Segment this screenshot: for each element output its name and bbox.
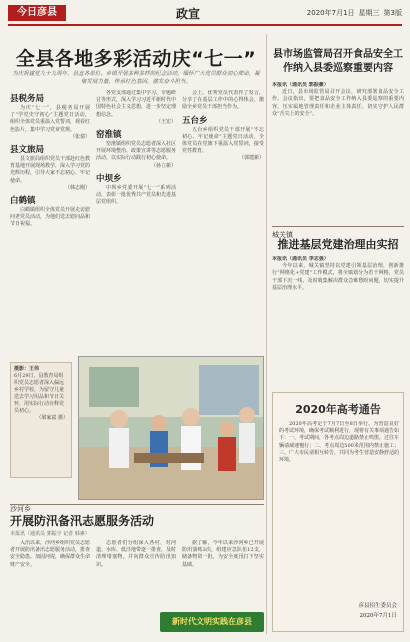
bottom-story-byline: 本报讯（通讯员 郭振宇 记者 韩素） — [10, 531, 90, 537]
column-divider — [266, 34, 267, 634]
right-story-2-text: 今年以来，城关镇坚持以党建引领基层治理，创新推行“网格化+党建”工作模式，将全镇划分为若干网格，党员干部下沉一线，及时收集解决群众急难愁盼问题，切实提升基层治理水平。 — [272, 263, 404, 291]
exam-notice-date: 2020年7月1日 — [359, 613, 397, 619]
section-title: 政宣 — [176, 7, 201, 21]
right-story-2-byline: 本报讯（通讯员 李志强） — [272, 256, 329, 262]
right-story-1-headline: 县市场监管局召开食品安全工作纳入县委巡察重要内容 — [273, 49, 403, 74]
right-story-1-text: 近日，县市场监管局召开会议，研究部署食品安全工作。会议指出，要把食品安全工作纳入县委巡察的重要内容，压实属地管理责任和企业主体责任，切实守护人民群众“舌尖上的安全”。 — [272, 89, 404, 117]
sub-headline: 县税务局 — [10, 94, 45, 104]
bottom-story-kicker: 沙河乡 — [10, 505, 31, 513]
byline: （张倩） — [69, 133, 90, 140]
section-separator — [10, 504, 264, 505]
sub-headline: 白鹤镇 — [10, 196, 36, 207]
lead-headline: 全县各地多彩活动庆“七一” — [15, 48, 257, 70]
byline: （韩志刚） — [64, 184, 90, 191]
lead-column-3 — [182, 90, 264, 310]
issue-weekday: 星期三 — [358, 9, 380, 17]
issue-date: 2020年7月1日 — [306, 9, 355, 17]
paragraph: 县文旅局组织党员干部赴红色教育基地开展现场教学，深入学习党的光辉历程，引导大家不忘初心、牢记使命。 — [10, 156, 90, 184]
lead-column-2 — [96, 90, 176, 352]
paragraph: 各党支部通过集中学习、专题研讨等形式，深入学习习近平新时代中国特色社会主义思想，进一步坚定理想信念。 — [96, 90, 176, 118]
photo-caption-text: 6月29日，县教育局组织党员志愿者深入偏远乡村学校，为留守儿童送去学习用品和节日关怀，用实际行动诠释党员初心。 — [14, 373, 65, 414]
paragraph: 五台乡组织党员干部开展“不忘初心、牢记使命”主题党日活动，全体党员在党旗下重温入党誓词，接受党性教育。 — [182, 126, 264, 155]
sub-headline: 县文旅局 — [10, 145, 45, 156]
right-story-2-kicker: 城关镇 — [272, 231, 293, 239]
lead-column-1 — [10, 90, 90, 352]
bottom-story-text-3: 据了解，今年以来沙河乡已开展防汛演练3次，组建应急队伍12支，储备物资一批，为安全度汛打下坚实基础。 — [182, 540, 264, 568]
photo-illustration — [79, 357, 264, 500]
sub-headline: 中坝乡 — [96, 173, 122, 184]
bottom-story-headline: 开展防汛备汛志愿服务活动 — [10, 514, 155, 528]
photo-caption-byline: （梁家富 摄） — [36, 415, 68, 421]
paragraph: 中坝乡党委开展“七一”系列活动，表彰一批优秀共产党员和先进基层党组织。 — [96, 184, 176, 206]
bottom-story-column-1 — [10, 540, 90, 634]
paragraph: 会上，优秀党员代表作了发言，分享了在基层工作中的心得体会，激励全乡党员干部担当作为。 — [182, 90, 264, 111]
civilization-banner: 新时代文明实践在彦县 — [160, 612, 264, 632]
right-story-1-byline: 本报讯（通讯员 郭振豪） — [272, 82, 329, 88]
exam-notice-text: 2020年高考定于7月7日至8日举行。为营造良好的考试环境，确保考试顺利进行，现将有关事项通告如下：一、考试期间，各考点周边道路禁止鸣笛，过往车辆请减速慢行；二、考点周边500米范围内禁止施工；三、广大市民请相互转告，共同为考生营造安静舒适的环境。 — [279, 421, 399, 464]
byline: （王宏） — [155, 118, 176, 125]
bottom-story-text-2: 志愿者们分组深入各村，对河道、水库、低洼地带逐一排查，及时清理堵塞物，并向群众宣传防汛知识。 — [96, 540, 176, 568]
paragraph: 窑淮镇组织党员志愿者深入社区开展环境整治、政策宣讲等志愿服务活动，以实际行动践行初心使命。 — [96, 141, 176, 162]
byline: （孙立新） — [150, 162, 176, 169]
photo-caption-title: 摄影：王伟 — [14, 366, 40, 372]
bottom-story-text-1: 入汛以来，沙河乡组织党员志愿者开展防汛备汛志愿服务活动，排查安全隐患，加固河堤，确保群众生命财产安全。 — [10, 540, 90, 568]
right-story-2-headline: 推进基层党建治理由实招 — [277, 238, 399, 251]
newspaper-logo: 今日彦县 — [8, 5, 66, 21]
byline: （郭建新） — [238, 155, 264, 162]
news-photo — [78, 356, 264, 500]
bottom-story-column-3 — [182, 540, 264, 608]
sub-headline: 五台乡 — [182, 115, 208, 126]
page-number: 第3版 — [383, 9, 402, 17]
exam-notice-body — [279, 421, 399, 591]
sub-headline: 窑淮镇 — [96, 130, 122, 141]
dateline — [303, 8, 402, 18]
exam-notice-signature: 彦县招生委员会 — [358, 603, 397, 609]
exam-notice — [272, 392, 404, 632]
exam-notice-title: 2020年高考通告 — [295, 403, 381, 416]
photo-caption — [10, 362, 72, 478]
paragraph: 白鹤镇组织全体党员开展走访慰问老党员活动，为他们送去慰问品和节日祝福。 — [10, 207, 90, 228]
lead-subtitle: 为庆祝建党九十九周年，县直各单位、乡镇开展多种多样的纪念活动，缅怀广大党员群众初心使命，凝聚发展力量，传承红色基因，激发奋斗担当。 — [12, 71, 260, 85]
right-story-2-body — [272, 256, 404, 386]
masthead — [8, 4, 402, 26]
right-story-1-body — [272, 82, 404, 222]
right-separator — [272, 226, 404, 227]
paragraph: 为庆“七一”，县税务局开展了“学党史守初心”主题党日活动，组织全体党员重温入党誓词，观看红色影片，集中学习党章党规。 — [10, 105, 90, 133]
